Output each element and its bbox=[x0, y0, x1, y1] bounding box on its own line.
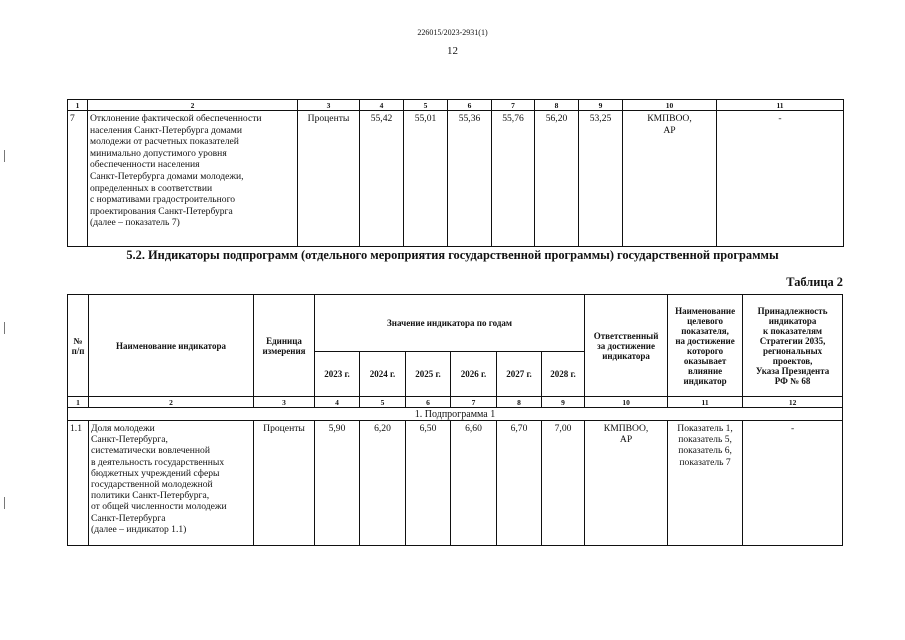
target-line: Показатель 1, bbox=[677, 423, 733, 434]
header-line: Единица bbox=[266, 335, 302, 346]
header-line: № bbox=[73, 335, 83, 346]
indicator-name-line: определенных в соответствии bbox=[90, 182, 213, 194]
responsible-line: АР bbox=[663, 124, 676, 136]
value-cell: 55,42 bbox=[360, 111, 404, 247]
indicator-name-line: Санкт-Петербурга домами молодежи, bbox=[90, 170, 244, 182]
col-number: 7 bbox=[451, 397, 497, 408]
table-header-row bbox=[68, 295, 843, 352]
target-line: показатель 6, bbox=[678, 445, 732, 457]
col-number: 3 bbox=[298, 100, 360, 111]
col-number: 1 bbox=[68, 397, 89, 408]
col-number: 2 bbox=[88, 100, 298, 111]
belonging-cell: - bbox=[743, 421, 843, 546]
col-number: 8 bbox=[535, 100, 579, 111]
header-line: Ответственный bbox=[593, 330, 659, 341]
indicator-table-continuation bbox=[67, 99, 844, 247]
col-number: 6 bbox=[406, 397, 451, 408]
col-number: 8 bbox=[497, 397, 542, 408]
value-cell: 5,90 bbox=[315, 421, 360, 546]
header-line: индикатора bbox=[768, 315, 817, 326]
responsible-line: КМПВОО, bbox=[603, 423, 649, 434]
col-number: 1 bbox=[68, 100, 88, 111]
indicator-name-line: Отклонение фактической обеспеченности bbox=[90, 113, 262, 124]
header-line: Принадлежность bbox=[757, 305, 828, 316]
target-line: показатель 7 bbox=[679, 456, 731, 468]
col-number: 10 bbox=[585, 397, 668, 408]
header-line: Стратегии 2035, bbox=[759, 335, 826, 346]
header-year: 2026 г. bbox=[451, 352, 497, 397]
col-number: 5 bbox=[404, 100, 448, 111]
indicator-name-line: Доля молодежи bbox=[91, 423, 155, 434]
responsible-cell bbox=[623, 111, 717, 247]
responsible-line: АР bbox=[619, 434, 633, 446]
indicator-name-line: молодежи от расчетных показателей bbox=[90, 136, 239, 148]
indicator-name bbox=[88, 111, 298, 247]
header-line: Указа Президента bbox=[755, 365, 830, 376]
target-line: показатель 5, bbox=[678, 434, 732, 446]
header-year: 2028 г. bbox=[542, 352, 585, 397]
indicator-name-line: с нормативами градостроительного bbox=[90, 194, 236, 206]
indicator-name-line: политики Санкт-Петербурга, bbox=[91, 490, 210, 502]
page-number: 12 bbox=[447, 45, 458, 57]
header-number bbox=[68, 295, 89, 397]
header-year: 2027 г. bbox=[497, 352, 542, 397]
col-number: 5 bbox=[360, 397, 406, 408]
indicator-name-line: в деятельность государственных bbox=[91, 456, 225, 468]
value-cell: 7,00 bbox=[542, 421, 585, 546]
header-year: 2025 г. bbox=[406, 352, 451, 397]
col-number: 9 bbox=[579, 100, 623, 111]
header-line: п/п bbox=[71, 345, 85, 356]
header-values-group: Значение индикатора по годам bbox=[315, 295, 585, 352]
column-number-row bbox=[68, 397, 843, 408]
value-cell: 6,60 bbox=[451, 421, 497, 546]
indicator-name-line: минимально допустимого уровня bbox=[90, 147, 227, 159]
value-cell: 55,01 bbox=[404, 111, 448, 247]
value-cell: 6,50 bbox=[406, 421, 451, 546]
row-number: 7 bbox=[68, 111, 88, 247]
header-line: которого bbox=[687, 345, 724, 356]
col-number: 4 bbox=[315, 397, 360, 408]
header-line: влияние bbox=[687, 365, 723, 376]
header-indicator-name: Наименование индикатора bbox=[89, 295, 254, 397]
header-year: 2024 г. bbox=[360, 352, 406, 397]
indicator-name-line: государственной молодежной bbox=[91, 479, 213, 491]
col-number: 2 bbox=[89, 397, 254, 408]
header-line: индикатора bbox=[602, 350, 650, 361]
header-line: показателя, bbox=[681, 325, 729, 336]
value-cell: 6,20 bbox=[360, 421, 406, 546]
unit-cell: Проценты bbox=[254, 421, 315, 546]
indicator-name-line: Санкт-Петербурга, bbox=[91, 434, 168, 446]
target-cell bbox=[668, 421, 743, 546]
header-line: региональных bbox=[763, 345, 823, 356]
indicator-name-line: (далее – показатель 7) bbox=[90, 217, 180, 229]
header-belonging bbox=[743, 295, 843, 397]
col-number: 3 bbox=[254, 397, 315, 408]
value-cell: 55,76 bbox=[492, 111, 535, 247]
col-number: 10 bbox=[623, 100, 717, 111]
value-cell: 56,20 bbox=[535, 111, 579, 247]
col11-cell: - bbox=[717, 111, 844, 247]
indicator-table bbox=[67, 294, 843, 546]
header-line: индикатор bbox=[683, 375, 727, 386]
col-number: 7 bbox=[492, 100, 535, 111]
indicator-name-line: населения Санкт-Петербурга домами bbox=[90, 124, 242, 136]
col-number: 11 bbox=[668, 397, 743, 408]
scan-mark bbox=[4, 150, 5, 162]
col-number: 11 bbox=[717, 100, 844, 111]
header-line: за достижение bbox=[597, 340, 655, 351]
indicator-name bbox=[89, 421, 254, 546]
header-line: оказывает bbox=[683, 355, 727, 366]
indicator-name-line: обеспеченности населения bbox=[90, 159, 200, 171]
header-target bbox=[668, 295, 743, 397]
header-line: проектов, bbox=[772, 355, 813, 366]
table-caption: Таблица 2 bbox=[786, 275, 843, 289]
subprogram-row bbox=[68, 408, 843, 421]
header-responsible bbox=[585, 295, 668, 397]
indicator-name-line: проектирования Санкт-Петербурга bbox=[90, 205, 233, 217]
document-id: 226015/2023-2931(1) bbox=[417, 28, 488, 37]
header-line: Наименование bbox=[675, 305, 736, 316]
column-number-row bbox=[68, 100, 844, 111]
row-number: 1.1 bbox=[68, 421, 89, 546]
col-number: 6 bbox=[448, 100, 492, 111]
subprogram-title: 1. Подпрограмма 1 bbox=[68, 408, 843, 421]
value-cell: 55,36 bbox=[448, 111, 492, 247]
header-line: к показателям bbox=[763, 325, 823, 336]
header-unit bbox=[254, 295, 315, 397]
value-cell: 53,25 bbox=[579, 111, 623, 247]
indicator-name-line: систематически вовлеченной bbox=[91, 445, 210, 457]
table-row bbox=[68, 421, 843, 546]
col-number: 12 bbox=[743, 397, 843, 408]
indicator-name-line: от общей численности молодежи bbox=[91, 501, 227, 513]
indicator-name-line: бюджетных учреждений сферы bbox=[91, 467, 220, 479]
table-row bbox=[68, 111, 844, 247]
scan-mark bbox=[4, 497, 5, 509]
unit-cell: Проценты bbox=[298, 111, 360, 247]
header-line: целевого bbox=[687, 315, 723, 326]
col-number: 4 bbox=[360, 100, 404, 111]
responsible-cell bbox=[585, 421, 668, 546]
col-number: 9 bbox=[542, 397, 585, 408]
section-title: 5.2. Индикаторы подпрограмм (отдельного мероприятия государственной программы) государственной программы bbox=[126, 248, 779, 262]
header-line: измерения bbox=[262, 345, 306, 356]
responsible-line: КМПВОО, bbox=[647, 113, 692, 124]
scan-mark bbox=[4, 322, 5, 334]
indicator-name-line: (далее – индикатор 1.1) bbox=[91, 523, 187, 535]
value-cell: 6,70 bbox=[497, 421, 542, 546]
header-year: 2023 г. bbox=[315, 352, 360, 397]
indicator-name-line: Санкт-Петербурга bbox=[91, 512, 166, 524]
header-line: на достижение bbox=[675, 335, 735, 346]
header-line: РФ № 68 bbox=[774, 375, 811, 386]
